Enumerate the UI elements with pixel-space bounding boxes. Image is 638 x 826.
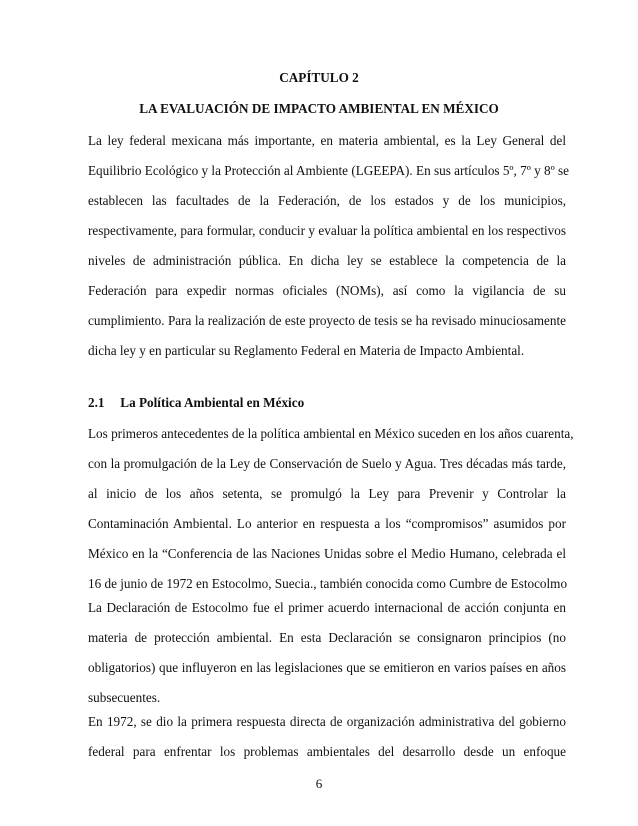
intro-line: cumplimiento. Para la realización de este proyecto de tesis se ha revisado minuciosamente [88,313,566,328]
section-line: federal para enfrentar los problemas ambientales del desarrollo desde un enfoque [88,744,566,759]
section-line: subsecuentes. [88,690,161,705]
section-heading [88,395,566,411]
section-line: al inicio de los años setenta, se promulgó la Ley para Prevenir y Controlar la [88,486,566,501]
section-line: obligatorios) que influyeron en las legislaciones que se emitieron en varios países en años [88,660,566,675]
chapter-label: CAPÍTULO 2 [279,70,359,85]
section-number: 2.1 [88,395,105,410]
intro-line: La ley federal mexicana más importante, en materia ambiental, es la Ley General del [88,133,566,148]
page-number: 6 [315,776,323,791]
intro-line: dicha ley y en particular su Reglamento Federal en Materia de Impacto Ambiental. [88,343,525,358]
section-title: La Política Ambiental en México [120,395,305,410]
section-line: En 1972, se dio la primera respuesta directa de organización administrativa del gobierno [88,714,566,729]
section-line: materia de protección ambiental. En esta Declaración se consignaron principios (no [88,630,566,645]
section-line: Los primeros antecedentes de la política ambiental en México suceden en los años cuarenta, [88,426,574,441]
intro-line: respectivamente, para formular, conducir y evaluar la política ambiental en los respectivos [88,223,566,238]
section-line: La Declaración de Estocolmo fue el primer acuerdo internacional de acción conjunta en [88,600,566,615]
section-line: Contaminación Ambiental. Lo anterior en respuesta a los “compromisos” asumidos por [88,516,566,531]
section-line: 16 de junio de 1972 en Estocolmo, Suecia., también conocida como Cumbre de Estocolmo [88,576,568,591]
intro-line: niveles de administración pública. En dicha ley se establece la competencia de la [88,253,566,268]
chapter-title: LA EVALUACIÓN DE IMPACTO AMBIENTAL EN MÉXICO [139,101,499,116]
intro-line: Equilibrio Ecológico y la Protección al Ambiente (LGEEPA). En sus artículos 5º, 7º y 8º se [88,163,569,178]
intro-line: establecen las facultades de la Federación, de los estados y de los municipios, [88,193,566,208]
section-line: con la promulgación de la Ley de Conservación de Suelo y Agua. Tres décadas más tarde, [88,456,566,471]
section-line: México en la “Conferencia de las Naciones Unidas sobre el Medio Humano, celebrada el [88,546,566,561]
intro-line: Federación para expedir normas oficiales (NOMs), así como la vigilancia de su [88,283,566,298]
